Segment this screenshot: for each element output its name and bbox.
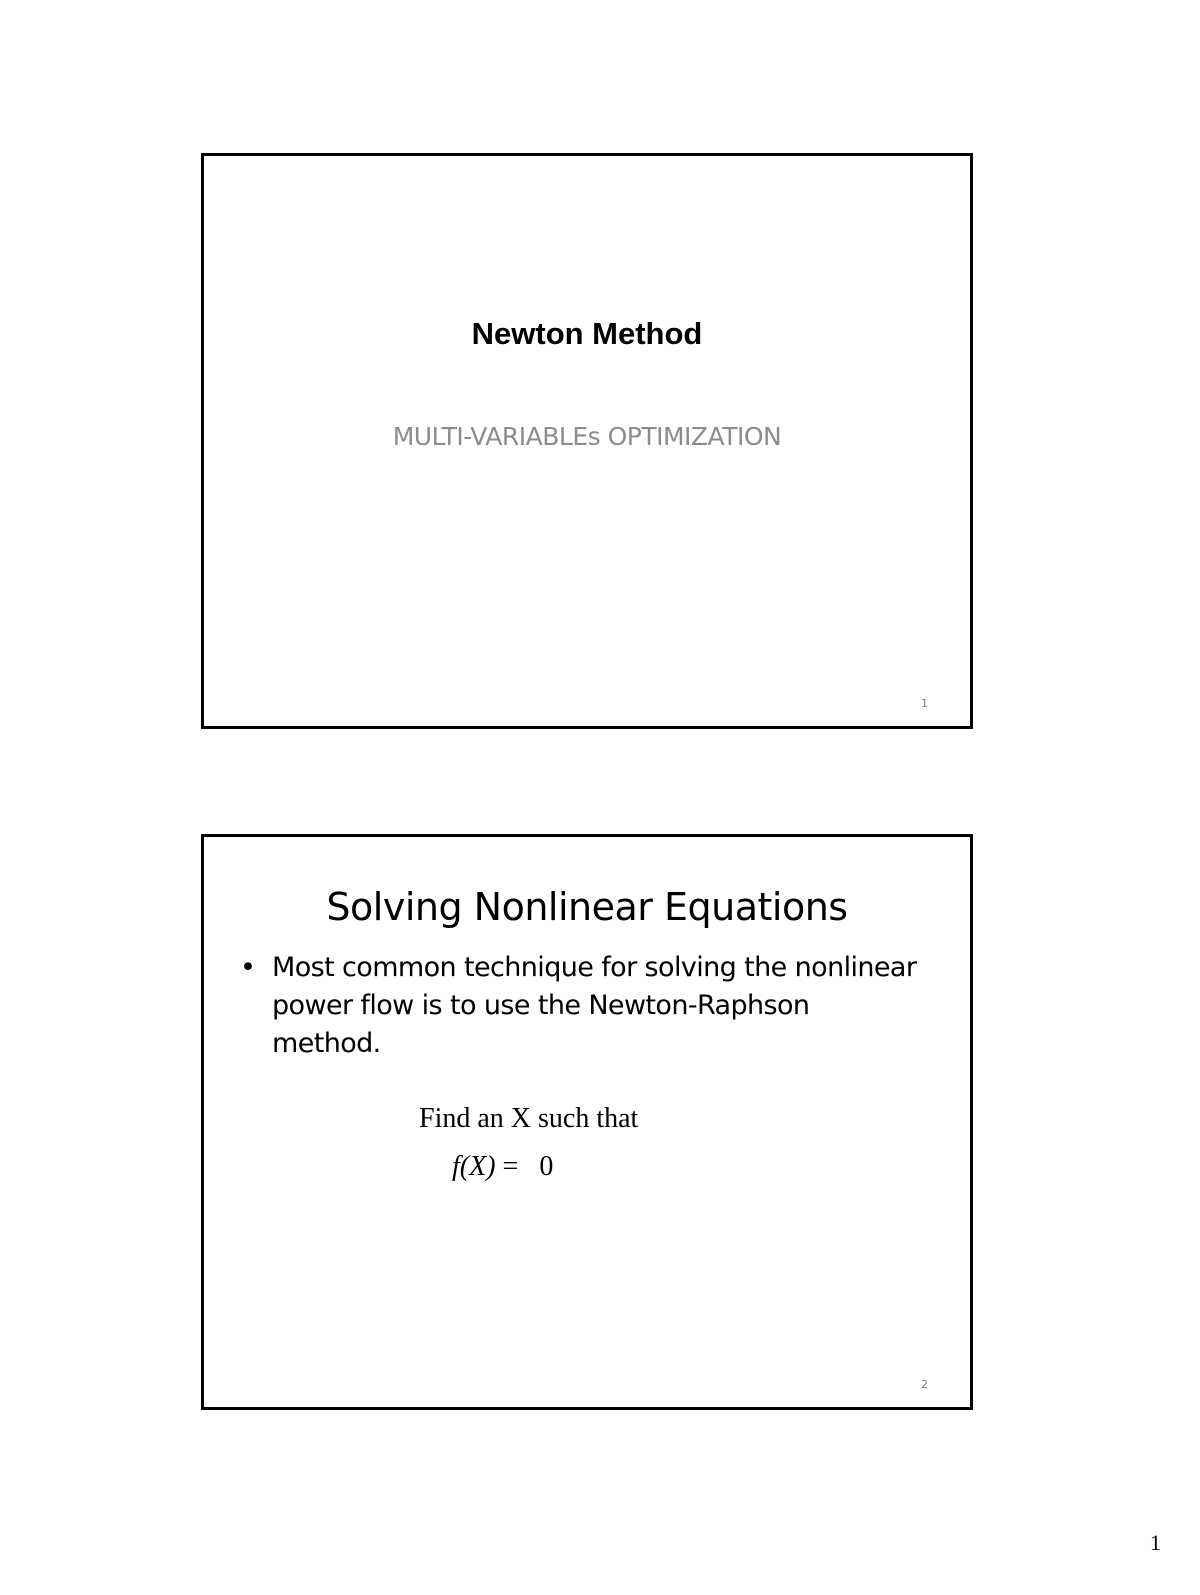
slide-2-title: Solving Nonlinear Equations <box>326 885 848 929</box>
page-number: 1 <box>1150 1530 1161 1555</box>
list-item <box>240 949 920 1063</box>
slide-2-number: 2 <box>921 1378 928 1391</box>
slide-1-title: Newton Method <box>471 316 703 351</box>
slide-1-subtitle: MULTI-VARIABLEs OPTIMIZATION <box>392 422 782 451</box>
bullet-icon: • <box>240 952 256 983</box>
bullet-text: Most common technique for solving the nonlinear power flow is to use the Newton-Raphson method. <box>272 952 917 1059</box>
equation-lhs: f(X) <box>452 1151 496 1182</box>
slide-1-number: 1 <box>921 697 928 710</box>
slide-2 <box>201 834 973 1410</box>
slide-1 <box>201 153 973 729</box>
equation-statement: Find an X such that <box>419 1103 639 1134</box>
equation-equals: = <box>502 1151 519 1182</box>
equation-rhs: 0 <box>539 1151 554 1182</box>
slide-2-bullet-list <box>240 949 920 1063</box>
equation-formula <box>452 1151 553 1183</box>
